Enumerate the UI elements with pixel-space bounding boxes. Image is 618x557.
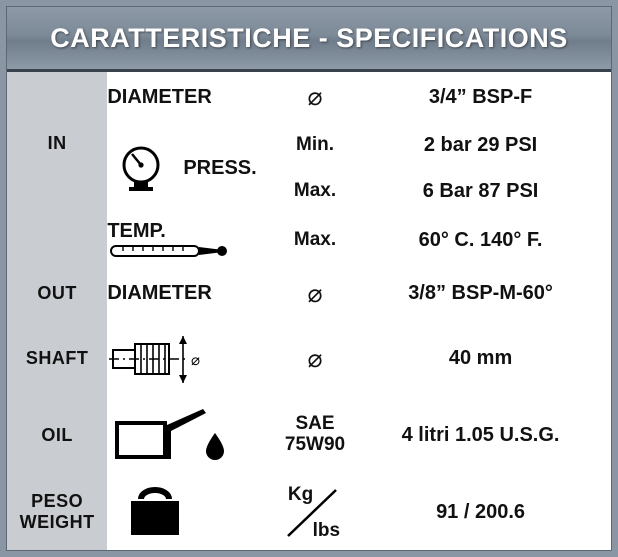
spec-table-wrapper	[7, 72, 611, 550]
in-temp-max-label: Max.	[293, 229, 337, 250]
table-row	[7, 214, 611, 266]
weight-unit-lbs: lbs	[312, 520, 341, 541]
oil-grade-line1: SAE	[295, 413, 335, 435]
table-row	[7, 396, 611, 474]
in-temp-max-value: 60° C. 140° F.	[418, 228, 543, 251]
group-label-out	[7, 266, 107, 321]
group-label-out-text: OUT	[37, 283, 77, 303]
weight-icon-cell	[107, 474, 280, 550]
group-label-weight-line1: PESO	[31, 491, 84, 512]
group-label-weight-line2: WEIGHT	[19, 512, 95, 532]
group-label-in-text: IN	[47, 132, 67, 153]
in-temp-cell	[107, 214, 280, 266]
oil-icon-cell	[107, 396, 280, 474]
in-diameter-name: DIAMETER	[107, 85, 212, 108]
weight-unit-kg: Kg	[287, 484, 314, 505]
weight-unit-cell	[280, 474, 350, 550]
oil-grade-line2: 75W90	[284, 434, 346, 455]
thermometer-icon	[107, 241, 280, 261]
group-label-in	[7, 72, 107, 214]
group-label-oil-text: OIL	[41, 424, 73, 445]
table-row	[7, 474, 611, 550]
spec-table	[7, 72, 611, 550]
group-label-in-temp-spacer	[7, 214, 107, 266]
page-title: CARATTERISTICHE - SPECIFICATIONS	[50, 22, 568, 53]
table-row	[7, 321, 611, 396]
group-label-shaft	[7, 321, 107, 396]
shaft-value: 40 mm	[448, 347, 513, 369]
table-row	[7, 266, 611, 321]
in-pressure-max-value: 6 Bar 87 PSI	[422, 179, 539, 202]
specifications-card	[6, 6, 612, 551]
in-temp-name: TEMP.	[107, 219, 166, 242]
group-label-shaft-text: SHAFT	[25, 348, 89, 368]
oil-can-icon	[107, 403, 280, 467]
in-pressure-min-label: Min.	[296, 134, 334, 155]
group-label-oil	[7, 396, 107, 474]
shaft-icon-cell	[107, 321, 280, 396]
out-diameter-value: 3/8” BSP-M-60°	[408, 282, 553, 304]
in-pressure-min-value: 2 bar 29 PSI	[423, 133, 538, 156]
in-diameter-symbol: ⌀	[307, 83, 323, 111]
pressure-gauge-icon	[117, 144, 173, 192]
in-pressure-name: PRESS.	[183, 156, 257, 179]
out-diameter-name: DIAMETER	[107, 282, 212, 304]
oil-grade-cell	[280, 396, 350, 474]
table-row	[7, 72, 611, 122]
in-pressure-cell	[107, 122, 280, 214]
out-diameter-symbol: ⌀	[307, 279, 323, 308]
title-bar	[7, 7, 611, 72]
in-diameter-value: 3/4” BSP-F	[428, 85, 533, 108]
in-pressure-max-label: Max.	[293, 180, 337, 201]
svg-text:⌀: ⌀	[191, 351, 201, 369]
weight-value: 91 / 200.6	[436, 500, 526, 523]
shaft-symbol: ⌀	[307, 344, 323, 373]
weight-block-icon	[107, 483, 280, 541]
oil-value: 4 litri 1.05 U.S.G.	[401, 423, 560, 446]
group-label-weight	[7, 474, 107, 550]
shaft-drawing-icon	[107, 328, 280, 390]
